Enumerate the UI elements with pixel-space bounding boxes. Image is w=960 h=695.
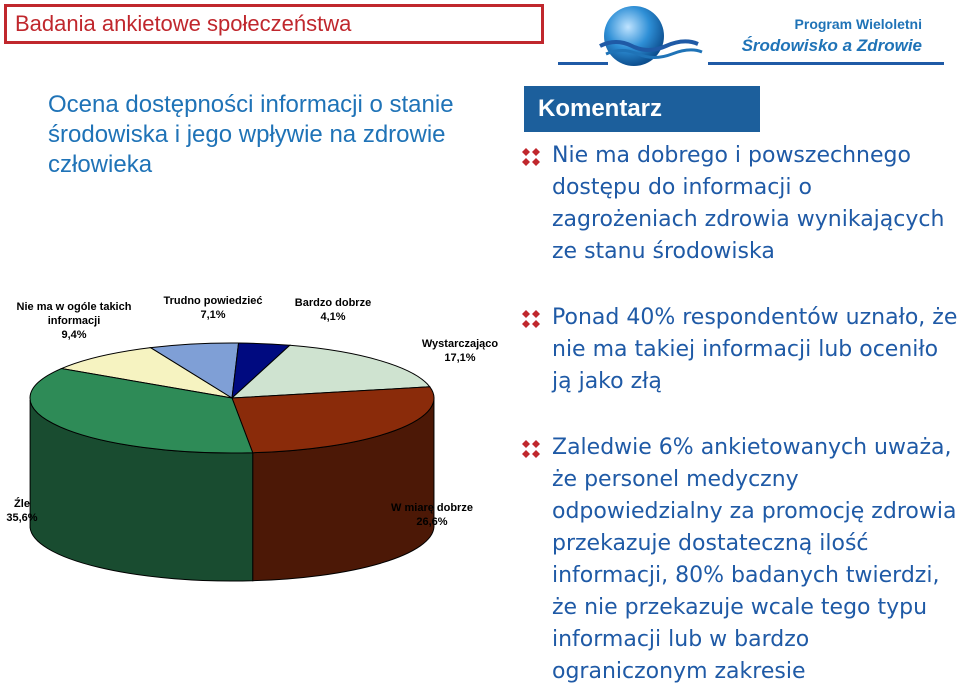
slice-label-no-info: Nie ma w ogóle takich informacji 9,4% [16, 301, 132, 341]
comment-header: Komentarz [524, 86, 760, 132]
slice-label-fairly-good: W miarę dobrze 26,6% [391, 502, 473, 528]
diamond-bullet-icon [522, 310, 540, 328]
slide-title: Badania ankietowe społeczeństwa [4, 4, 544, 44]
comment-bullet-3 [522, 432, 958, 688]
comment-bullet-1 [522, 140, 958, 268]
slice-label-hard-to-say: Trudno powiedzieć 7,1% [163, 295, 263, 321]
brand-program: Program Wieloletni [794, 16, 922, 32]
comment-bullet-text: Zaledwie 6% ankietowanych uważa, że personel medyczny odpowiedzialny za promocję zdrowia przekazuje dostateczną ilość informacji, 80% badanych twierdzi, że nie przekazuje wcale tego typu informacji lub w bardzo ograniczonym zakresie [552, 435, 957, 684]
diamond-bullet-icon [522, 148, 540, 166]
slice-label-bad: Źle 35,6% [6, 498, 38, 524]
comment-bullet-2 [522, 302, 958, 398]
brand-rule-left [558, 62, 608, 65]
chart-subtitle: Ocena dostępności informacji o stanie środowiska i jego wpływie na zdrowie człowieka [48, 91, 454, 178]
brand-name: Środowisko a Zdrowie [741, 36, 922, 55]
comment-bullet-text: Nie ma dobrego i powszechnego dostępu do informacji o zagrożeniach zdrowia wynikających ze stanu środowiska [552, 143, 945, 264]
brand-rule-right [708, 62, 944, 65]
slice-label-sufficient: Wystarczająco 17,1% [421, 338, 499, 364]
diamond-bullet-icon [522, 440, 540, 458]
comment-bullet-text: Ponad 40% respondentów uznało, że nie ma takiej informacji lub oceniło ją jako złą [552, 305, 958, 394]
slice-label-very-good: Bardzo dobrze 4,1% [294, 297, 372, 323]
